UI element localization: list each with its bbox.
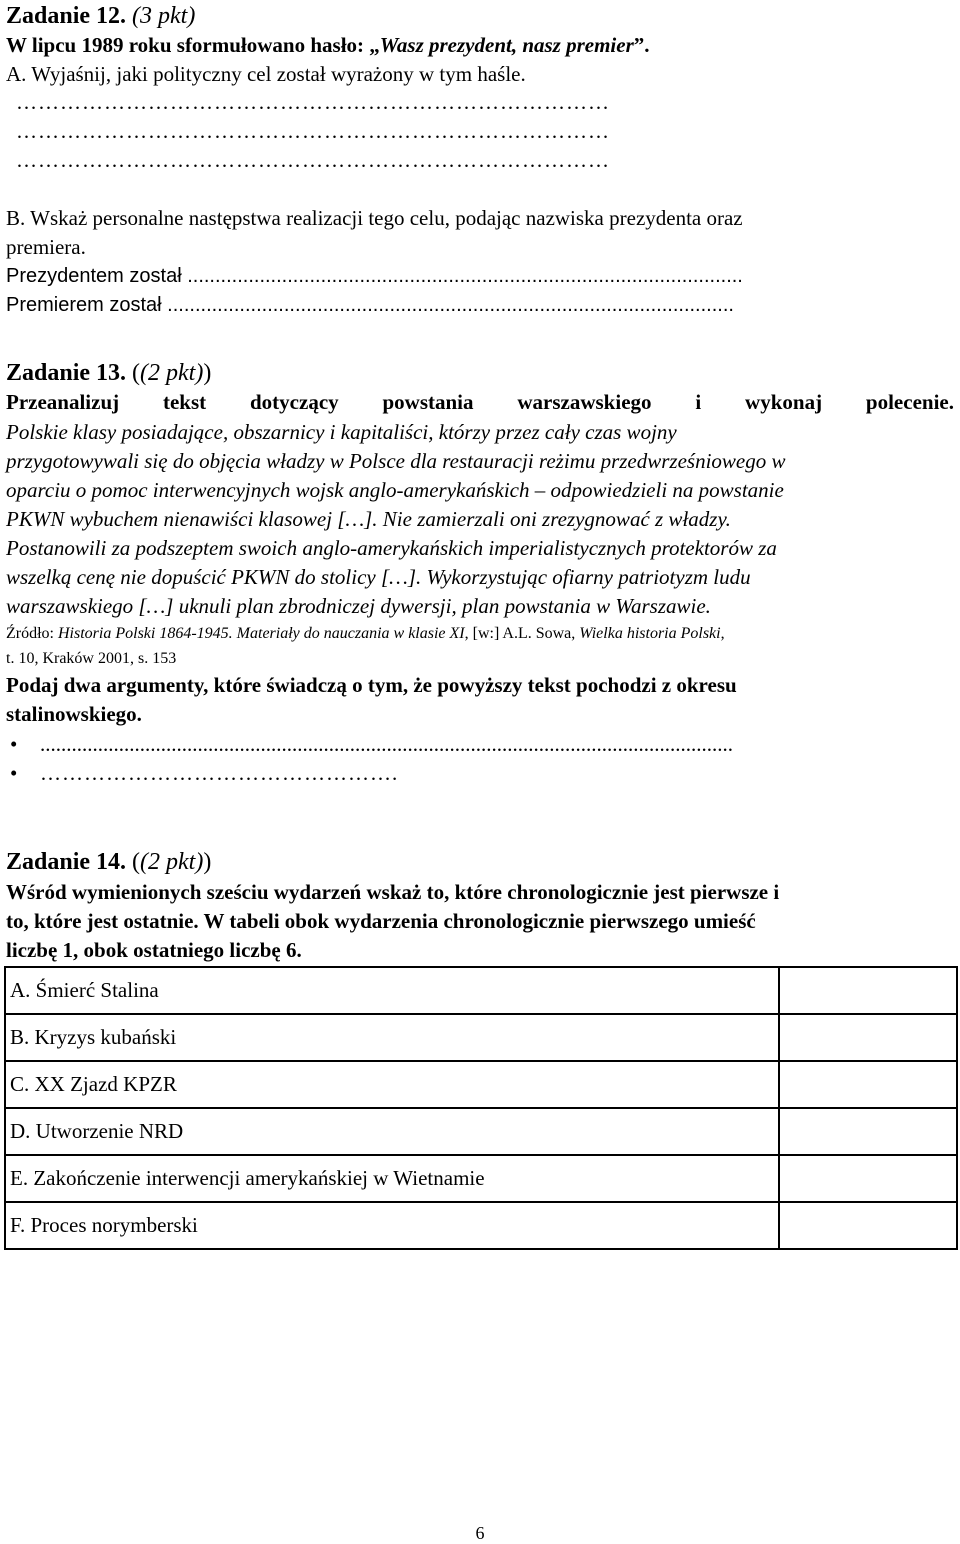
president-label: Prezydentem został (6, 265, 182, 287)
source-citation: Źródło: Historia Polski 1864-1945. Materiały do nauczania w klasie XI, [w:] A.L. Sowa, Wielka historia Polski, (6, 625, 725, 642)
answer-line-1[interactable]: ……………………………………………………………………… (16, 90, 610, 114)
president-answer-line[interactable] (6, 262, 743, 291)
table-row (5, 1014, 957, 1061)
premier-label: Premierem został (6, 294, 162, 316)
task12-title-main: Zadanie 12. (6, 3, 127, 29)
answer-line-2[interactable]: ……………………………………………………………………… (16, 119, 610, 143)
answer-box-a[interactable] (779, 967, 957, 1014)
quote-line-5: Postanowili za podszeptem swoich anglo-amerykańskich imperialistycznych protektorów za (6, 536, 777, 560)
table-row (5, 967, 957, 1014)
bullet-icon: • (10, 761, 18, 785)
slogan: Wasz prezydent, nasz premier (379, 33, 634, 57)
task13-question-cont: stalinowskiego. (6, 702, 142, 726)
task13-instruction: Przeanalizuj tekst dotyczący powstania warszawskiego i wykonaj polecenie. (6, 390, 954, 414)
task13-question: Podaj dwa argumenty, które świadczą o tym, że powyższy tekst pochodzi z okresu (6, 673, 737, 697)
bullet-icon: • (10, 732, 18, 756)
quote-line-2: przygotowywali się do objęcia władzy w Polsce dla restauracji reżimu przedwrześniowego w (6, 449, 786, 473)
event-cell: F. Proces norymberski (5, 1202, 779, 1249)
answer-box-d[interactable] (779, 1108, 957, 1155)
quote-line-6: wszelką cenę nie dopuścić PKWN do stolicy […]. Wykorzystując ofiarny patriotyzm ludu (6, 565, 751, 589)
event-cell: E. Zakończenie interwencji amerykańskiej w Wietnamie (5, 1155, 779, 1202)
page-number: 6 (475, 1523, 485, 1543)
task13-title: Zadanie 13. ((2 pkt)) (6, 360, 212, 386)
event-cell: B. Kryzys kubański (5, 1014, 779, 1061)
answer-box-c[interactable] (779, 1061, 957, 1108)
task12-part-a: A. Wyjaśnij, jaki polityczny cel został wyrażony w tym haśle. (6, 62, 526, 86)
table-row (5, 1155, 957, 1202)
quote-line-7: warszawskiego […] uknuli plan zbrodniczej dywersji, plan powstania w Warszawie. (6, 594, 711, 618)
source-citation-line2: t. 10, Kraków 2001, s. 153 (6, 650, 177, 667)
task14-instruction-1: Wśród wymienionych sześciu wydarzeń wskaż to, które chronologicznie jest pierwsze i (6, 880, 780, 904)
task14-instruction-3: liczbę 1, obok ostatniego liczbę 6. (6, 938, 302, 962)
answer-box-f[interactable] (779, 1202, 957, 1249)
table-row (5, 1061, 957, 1108)
answer-box-b[interactable] (779, 1014, 957, 1061)
task12-part-b: B. Wskaż personalne następstwa realizacji tego celu, podając nazwiska prezydenta oraz (6, 206, 743, 230)
answer-box-e[interactable] (779, 1155, 957, 1202)
answer-bullet-2[interactable]: • …………………………………………. (6, 759, 398, 788)
quote-line-4: PKWN wybuchem nienawiści klasowej […]. Nie zamierzali oni zrezygnować z władzy. (6, 507, 731, 531)
events-table (4, 966, 958, 1250)
task12-title (6, 2, 195, 30)
task12-intro: W lipcu 1989 roku sformułowano hasło: „Wasz prezydent, nasz premier”. (6, 33, 650, 57)
premier-answer-line[interactable] (6, 291, 734, 320)
task12-points: (3 pkt) (132, 3, 196, 29)
president-dots[interactable]: .................................................................................................... (187, 265, 743, 287)
task14-title: Zadanie 14. ((2 pkt)) (6, 849, 212, 875)
event-cell: A. Śmierć Stalina (5, 967, 779, 1014)
event-cell: C. XX Zjazd KPZR (5, 1061, 779, 1108)
table-row (5, 1108, 957, 1155)
task12-part-b-cont: premiera. (6, 235, 86, 259)
premier-dots[interactable]: ...................................................................................................... (167, 294, 734, 316)
quote-line-1: Polskie klasy posiadające, obszarnicy i kapitaliści, którzy przez cały czas wojny (6, 420, 677, 444)
answer-line-3[interactable]: ……………………………………………………………………… (16, 148, 610, 172)
quote-line-3: oparciu o pomoc interwencyjnych wojsk anglo-amerykańskich – odpowiedzieli na powstanie (6, 478, 784, 502)
answer-bullet-1[interactable]: • .................................................................................................................................... (6, 730, 733, 759)
table-row (5, 1202, 957, 1249)
task14-instruction-2: to, które jest ostatnie. W tabeli obok wydarzenia chronologicznie pierwszego umieść (6, 909, 756, 933)
event-cell: D. Utworzenie NRD (5, 1108, 779, 1155)
